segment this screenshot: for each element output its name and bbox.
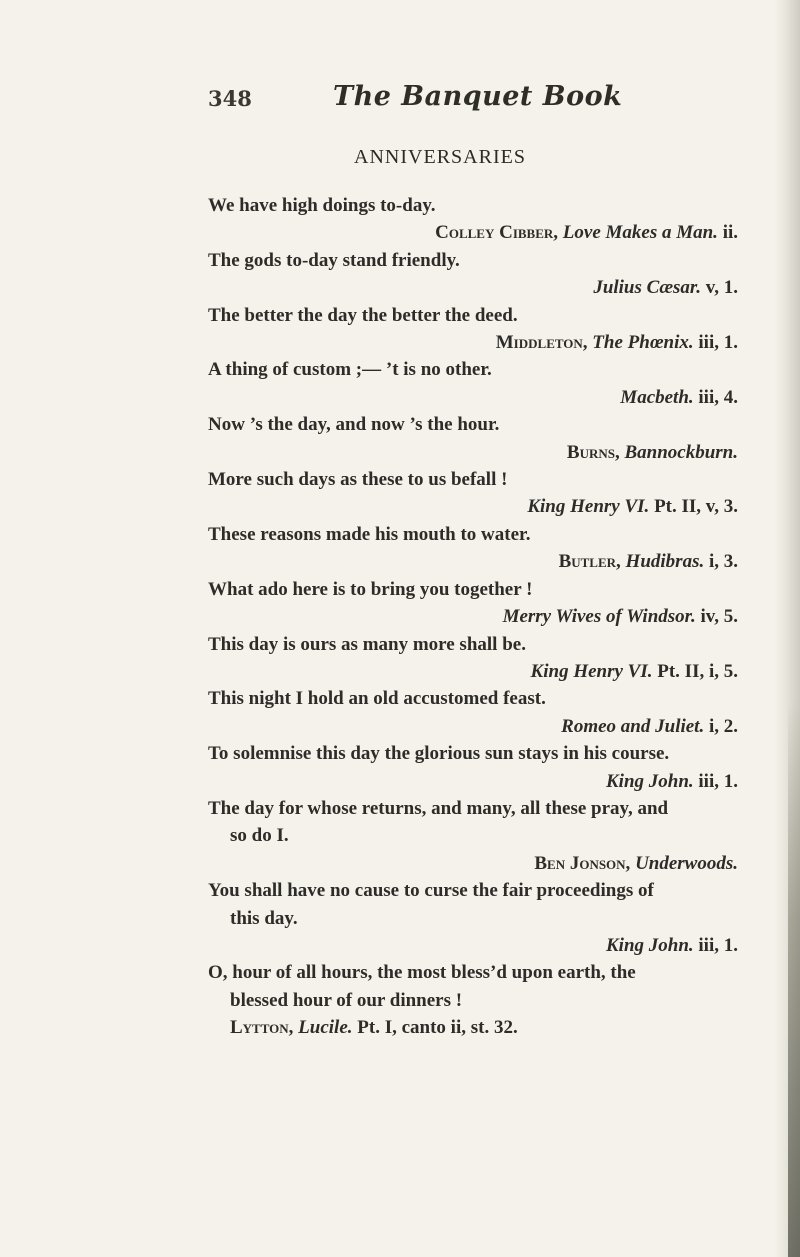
citation-reference: Pt. I, canto ii, st. 32. <box>357 1017 518 1039</box>
quotation-entry <box>208 576 738 631</box>
citation-work: Hudibras. <box>625 551 705 573</box>
citation <box>208 548 738 575</box>
quotation-entry <box>208 877 738 959</box>
citation-reference: iii, 1. <box>698 934 738 956</box>
quotation-entry <box>208 795 738 877</box>
citation <box>208 439 738 466</box>
quotation-text: The better the day the better the deed. <box>208 304 518 326</box>
citation-reference: iv, 5. <box>700 606 738 628</box>
quotation-text: What ado here is to bring you together ! <box>208 578 533 600</box>
citation-work: Underwoods. <box>635 852 738 874</box>
quotation-entry <box>208 411 738 466</box>
quotation-text: This night I hold an old accustomed feast. <box>208 688 546 710</box>
quotation-text: O, hour of all hours, the most bless’d upon earth, the <box>208 962 636 984</box>
citation <box>208 850 738 877</box>
citation <box>208 932 738 959</box>
running-title: The Banquet Book <box>333 81 623 112</box>
citation-work: Love Makes a Man. <box>562 222 718 244</box>
quotation-entry <box>208 631 738 686</box>
quotation-entry <box>208 247 738 302</box>
quotation-entry <box>208 356 738 411</box>
quotation-text: We have high doings to-day. <box>208 195 436 216</box>
section-title: ANNIVERSARIES <box>354 146 526 168</box>
page-edge-dark-strip <box>788 700 800 1257</box>
quotation-text-continued: blessed hour of our dinners ! <box>230 989 463 1011</box>
citation-work: Merry Wives of Windsor. <box>502 606 696 628</box>
citation <box>208 658 738 685</box>
quotation-text-continued: this day. <box>230 907 298 929</box>
citation <box>208 713 738 740</box>
quotation-entry <box>208 302 738 357</box>
citation <box>208 384 738 411</box>
citation-reference: iii, 1. <box>698 332 738 354</box>
quotation-entry <box>208 192 738 247</box>
citation-work: Romeo and Juliet. <box>561 715 705 737</box>
citation-author: Burns, <box>566 441 620 463</box>
citation <box>208 329 738 356</box>
citation-reference: iii, 4. <box>698 386 738 408</box>
citation-reference: iii, 1. <box>698 770 738 792</box>
citation-reference: Pt. II, i, 5. <box>657 660 738 682</box>
citation-reference: Pt. II, v, 3. <box>654 496 738 518</box>
citation <box>208 219 738 246</box>
citation-work: King Henry VI. <box>527 496 650 518</box>
quotation-entry <box>208 959 738 1041</box>
quotation-text: A thing of custom ;— ’t is no other. <box>208 359 492 381</box>
quotation-text: More such days as these to us befall ! <box>208 469 508 491</box>
quotation-entry <box>208 740 738 795</box>
citation <box>208 493 738 520</box>
quotation-text: This day is ours as many more shall be. <box>208 633 526 655</box>
quotation-text: The day for whose returns, and many, all these pray, and <box>208 797 669 819</box>
citation-work: King Henry VI. <box>530 660 653 682</box>
citation-work: Macbeth. <box>620 386 694 408</box>
quotation-text: To solemnise this day the glorious sun stays in his course. <box>208 743 670 765</box>
citation-reference: ii. <box>722 222 738 244</box>
citation <box>208 274 738 301</box>
citation-work: The Phœnix. <box>592 332 694 354</box>
citation-reference: v, 1. <box>705 277 738 299</box>
citation-author: Lytton, <box>230 1017 294 1039</box>
citation-work: Lucile. <box>298 1017 353 1039</box>
citation-author: Butler, <box>558 551 621 573</box>
citation-reference: i, 3. <box>708 551 738 573</box>
citation <box>208 768 738 795</box>
page-number: 348 <box>208 86 252 111</box>
citation <box>208 1014 738 1041</box>
citation-author: Ben Jonson, <box>534 852 631 874</box>
quotation-entry <box>208 685 738 740</box>
citation-work: King John. <box>606 934 694 956</box>
citation-work: Julius Cæsar. <box>593 277 702 299</box>
citation-author: Colley Cibber, <box>435 222 559 244</box>
citation-work: King John. <box>606 770 694 792</box>
quotation-text: The gods to-day stand friendly. <box>208 249 460 271</box>
quotation-entry <box>208 466 738 521</box>
quotation-text: Now ’s the day, and now ’s the hour. <box>208 414 500 436</box>
quotation-text: You shall have no cause to curse the fair proceedings of <box>208 880 654 902</box>
quotation-text-continued: so do I. <box>230 825 289 847</box>
page-header <box>208 81 708 118</box>
quotation-text: These reasons made his mouth to water. <box>208 523 531 545</box>
citation <box>208 603 738 630</box>
citation-reference: i, 2. <box>708 715 738 737</box>
quotation-entry <box>208 521 738 576</box>
citation-author: Middleton, <box>495 332 588 354</box>
quotation-list <box>208 192 738 1042</box>
citation-work: Bannockburn. <box>624 441 738 463</box>
